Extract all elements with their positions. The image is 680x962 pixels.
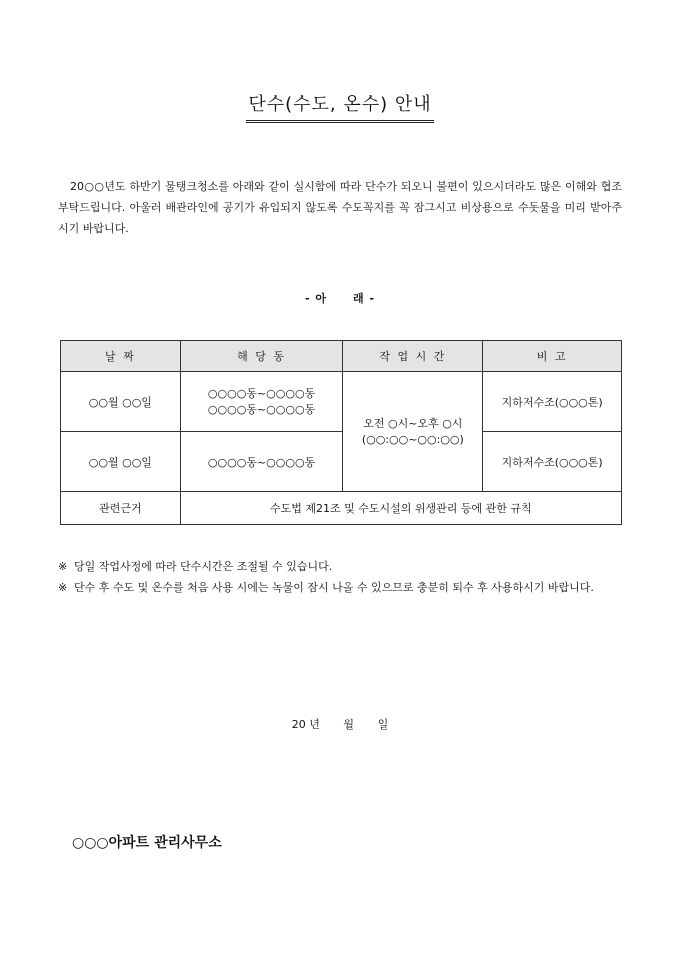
row2-note: 지하저수조(○○○톤): [483, 432, 622, 492]
work-time-line2: (○○:○○~○○:○○): [361, 432, 464, 446]
notice-heading-right: 래 -: [353, 292, 376, 305]
notes-list: [58, 556, 622, 598]
row2-date: ○○월 ○○일: [61, 432, 181, 492]
table-row: [61, 432, 622, 492]
note-item: [58, 556, 622, 577]
note-text: 당일 작업사정에 따라 단수시간은 조절될 수 있습니다.: [74, 560, 333, 573]
row1-date: ○○월 ○○일: [61, 372, 181, 432]
date-year: 20 년: [291, 718, 320, 731]
work-time-line1: 오전 ○시~오후 ○시: [363, 416, 463, 430]
date-day: 일: [377, 718, 389, 731]
intro-paragraph: 20○○년도 하반기 물탱크청소를 아래와 같이 실시함에 따라 단수가 되오니 불편이 있으시더라도 많은 이해와 협조 부탁드립니다. 아울러 배관라인에 공기가 유입되지 않도록 수도꼭지를 꼭 잠그시고 비상용으로 수돗물을 미리 받아주시기 바랍니다.: [58, 180, 622, 235]
date-month: 월: [343, 718, 355, 731]
note-text: 단수 후 수도 및 온수를 처음 사용 시에는 녹물이 잠시 나올 수 있으므로 충분히 퇴수 후 사용하시기 바랍니다.: [74, 581, 594, 594]
row1-note: 지하저수조(○○○톤): [483, 372, 622, 432]
row2-dong: ○○○○동~○○○○동: [180, 432, 343, 492]
header-dong: 해 당 동: [180, 341, 343, 372]
table-footer-row: [61, 492, 622, 525]
row1-dong-line1: ○○○○동~○○○○동: [207, 386, 316, 400]
header-time: 작 업 시 간: [343, 341, 483, 372]
notice-heading: [0, 290, 680, 306]
note-item: [58, 577, 622, 598]
header-date: 날 짜: [61, 341, 181, 372]
schedule-table: [60, 340, 622, 525]
title-wrap: [0, 90, 680, 123]
date-line: [0, 716, 680, 732]
table-header-row: [61, 341, 622, 372]
work-time-cell: [343, 372, 483, 492]
reference-mark-icon: ※: [58, 581, 68, 594]
header-note: 비 고: [483, 341, 622, 372]
row1-dong-line2: ○○○○동~○○○○동: [207, 402, 316, 416]
row1-dong: [180, 372, 343, 432]
basis-label: 관련근거: [61, 492, 181, 525]
basis-value: 수도법 제21조 및 수도시설의 위생관리 등에 관한 규칙: [180, 492, 621, 525]
page-title: 단수(수도, 온수) 안내: [246, 90, 433, 123]
table-row: [61, 372, 622, 432]
office-signature: ○○○아파트 관리사무소: [72, 835, 222, 851]
reference-mark-icon: ※: [58, 560, 68, 573]
notice-heading-left: - 아: [304, 292, 327, 305]
